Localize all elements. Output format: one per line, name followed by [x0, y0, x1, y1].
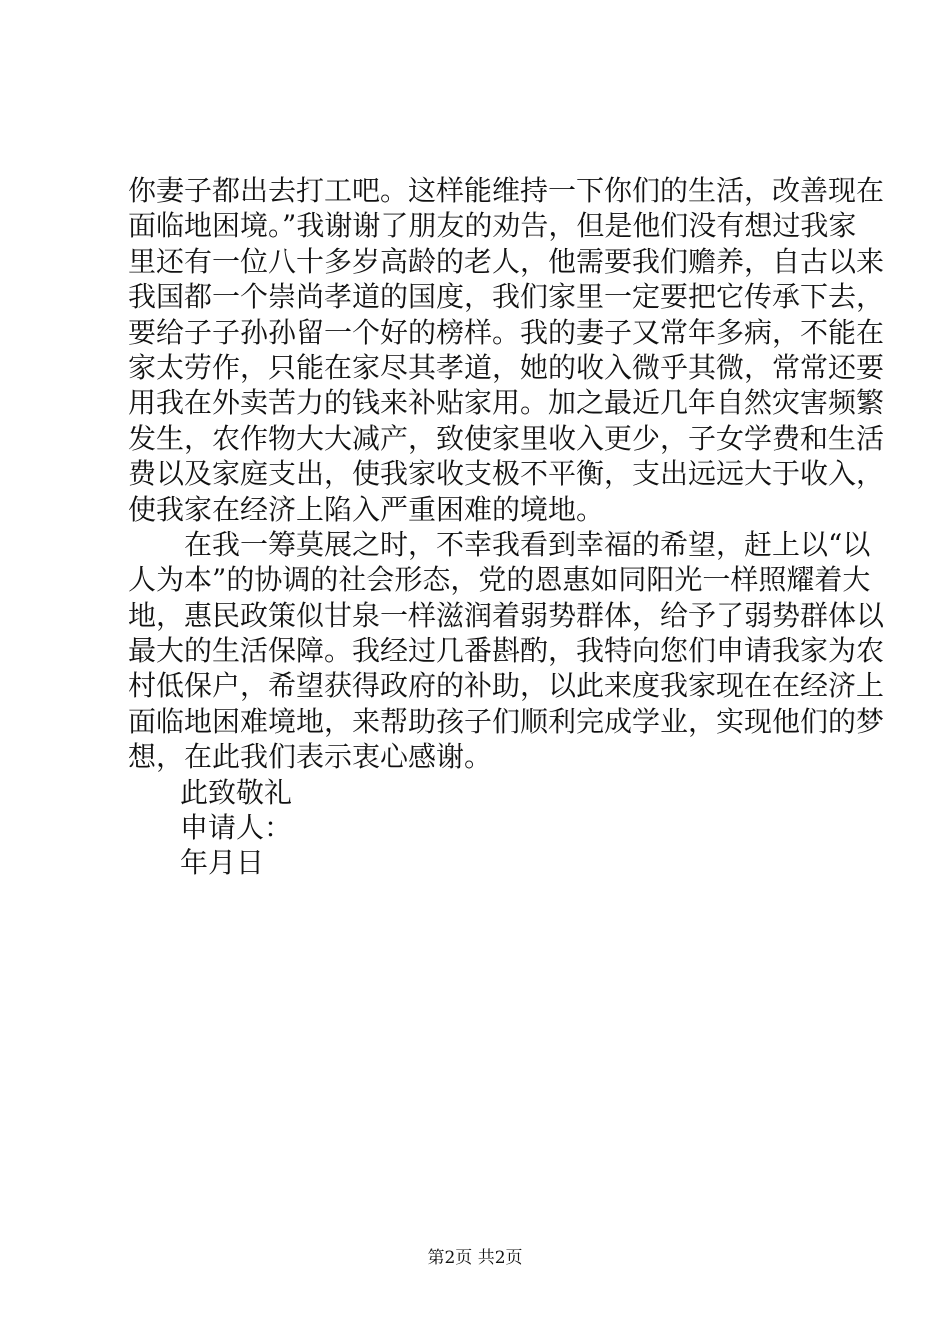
paragraph-1 — [128, 173, 885, 527]
paragraph-1-line: 家太劳作，只能在家尽其孝道，她的收入微乎其微，常常还要 — [128, 350, 885, 384]
paragraph-2 — [128, 527, 885, 775]
paragraph-1-line: 发生，农作物大大减产，致使家里收入更少，子女学费和生活 — [128, 421, 885, 455]
paragraph-2-line: 最大的生活保障。我经过几番斟酌，我特向您们申请我家为农 — [128, 634, 885, 668]
page-number-footer: 第2页 共2页 — [427, 1248, 523, 1268]
paragraph-2-line: 村低保户，希望获得政府的补助，以此来度我家现在在经济上 — [128, 669, 885, 703]
paragraph-1-line: 面临地困境。”我谢谢了朋友的劝告，但是他们没有想过我家 — [128, 209, 857, 243]
paragraph-2-line: 人为本”的协调的社会形态，党的恩惠如同阳光一样照耀着大 — [128, 563, 871, 597]
applicant-label: 申请人： — [180, 811, 293, 845]
date-label: 年月日 — [180, 846, 265, 880]
letter-body — [128, 173, 885, 881]
paragraph-2-line: 地，惠民政策似甘泉一样滋润着弱势群体，给予了弱势群体以 — [128, 598, 885, 632]
paragraph-1-line: 用我在外卖苦力的钱来补贴家用。加之最近几年自然灾害频繁 — [128, 386, 885, 420]
paragraph-2-line: 想，在此我们表示衷心感谢。 — [128, 740, 493, 774]
paragraph-1-line: 里还有一位八十多岁高龄的老人，他需要我们赡养，自古以来 — [128, 244, 885, 278]
paragraph-2-line: 面临地困难境地，来帮助孩子们顺利完成学业，实现他们的梦 — [128, 704, 885, 738]
paragraph-1-line: 要给子子孙孙留一个好的榜样。我的妻子又常年多病，不能在 — [128, 315, 885, 349]
paragraph-1-line: 你妻子都出去打工吧。这样能维持一下你们的生活，改善现在 — [128, 174, 885, 207]
paragraph-1-line: 使我家在经济上陷入严重困难的境地。 — [128, 492, 605, 526]
paragraph-1-line: 费以及家庭支出，使我家收支极不平衡，支出远远大于收入， — [128, 457, 885, 491]
paragraph-1-line: 我国都一个崇尚孝道的国度，我们家里一定要把它传承下去， — [128, 280, 885, 314]
salutation: 此致敬礼 — [180, 775, 293, 809]
paragraph-2-line: 在我一筹莫展之时，不幸我看到幸福的希望，赶上以“以 — [184, 527, 871, 561]
